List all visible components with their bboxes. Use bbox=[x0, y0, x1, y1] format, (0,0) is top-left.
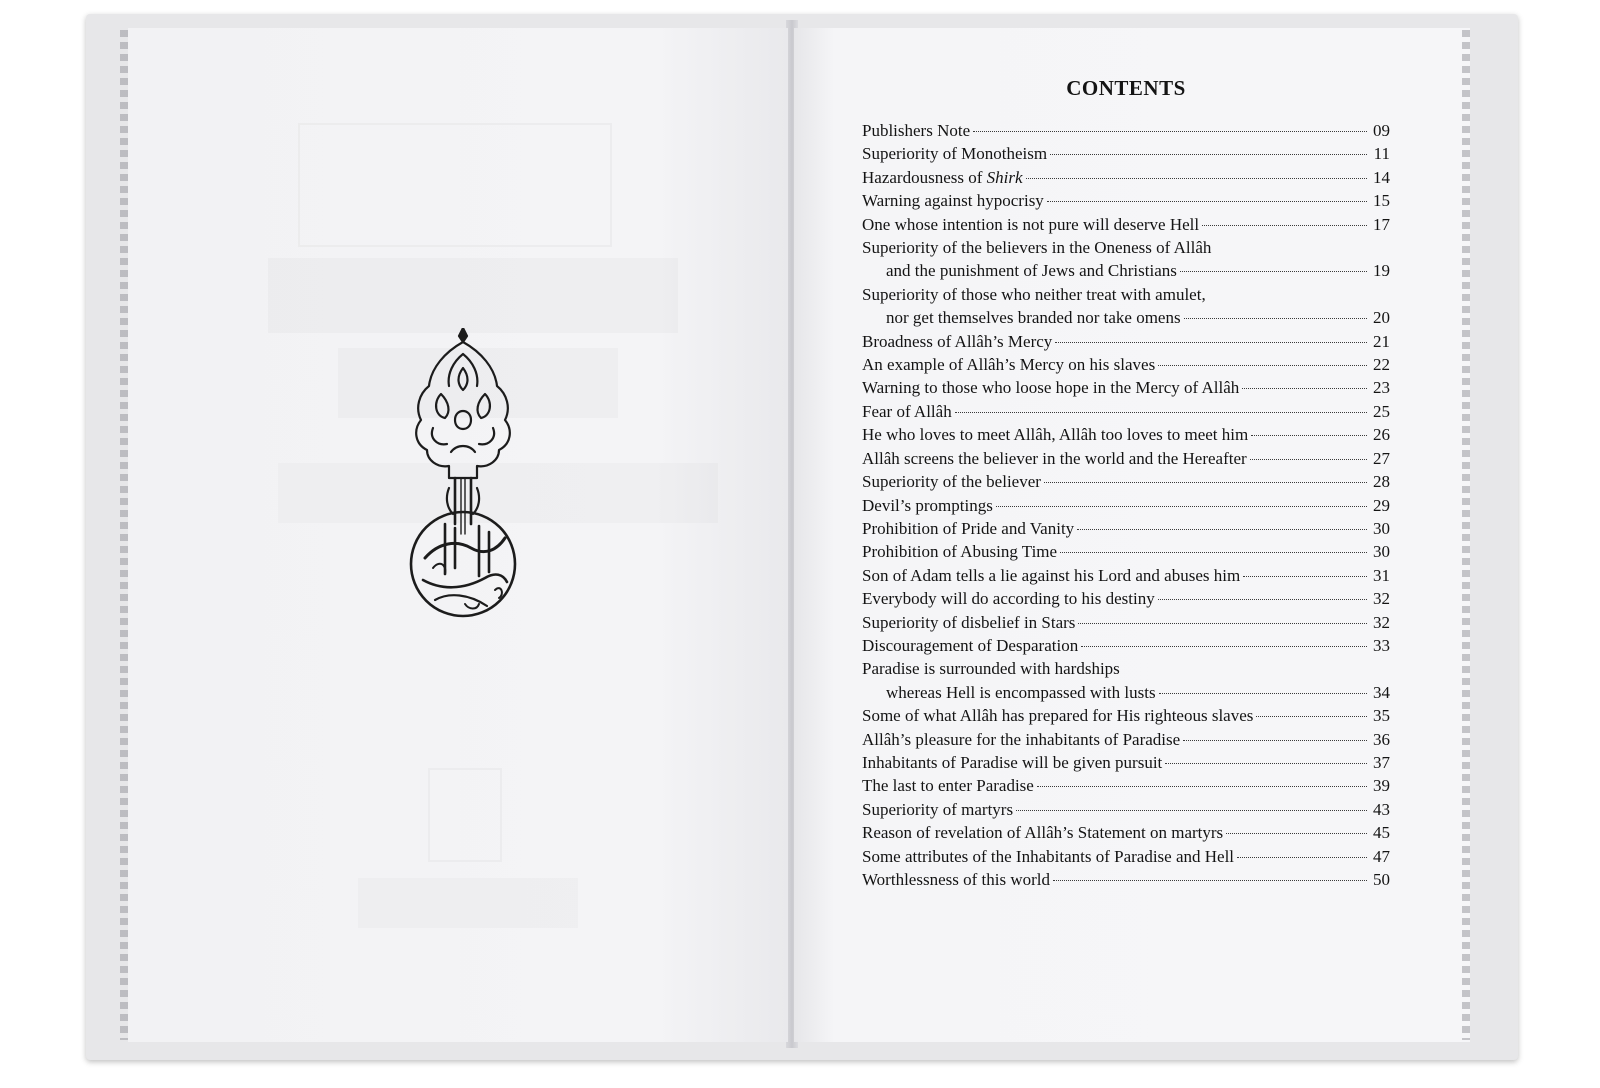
toc-leader-dots bbox=[1047, 201, 1367, 202]
toc-entry-title: Everybody will do according to his destiny bbox=[862, 589, 1155, 609]
toc-entry-title: Discouragement of Desparation bbox=[862, 635, 1079, 655]
toc-leader-dots bbox=[1251, 435, 1367, 436]
toc-leader-dots bbox=[955, 412, 1367, 413]
toc-leader-dots bbox=[1250, 459, 1367, 460]
toc-leader-dots bbox=[1078, 623, 1367, 624]
toc-page-number: 17 bbox=[1373, 214, 1390, 234]
toc-leader-dots bbox=[1183, 740, 1367, 741]
toc-entry-line bbox=[862, 330, 1390, 353]
toc-leader-dots bbox=[1226, 833, 1367, 834]
toc-entry-line bbox=[862, 540, 1390, 563]
toc-entry bbox=[862, 517, 1390, 540]
toc-page-number: 47 bbox=[1373, 846, 1390, 866]
toc-entry-title: whereas Hell is encompassed with lusts bbox=[886, 682, 1156, 702]
toc-page-number: 26 bbox=[1373, 425, 1390, 445]
contents-heading: CONTENTS bbox=[1066, 76, 1186, 100]
toc-leader-dots bbox=[996, 506, 1367, 507]
toc-entry-title: The last to enter Paradise bbox=[862, 776, 1034, 796]
toc-leader-dots bbox=[1026, 178, 1367, 179]
toc-entry-line bbox=[862, 306, 1390, 329]
toc-entry-title: Devil’s promptings bbox=[862, 495, 993, 515]
toc-entry-line bbox=[862, 259, 1390, 282]
toc-page-number: 23 bbox=[1373, 378, 1390, 398]
toc-page-number: 22 bbox=[1373, 355, 1390, 375]
toc-entry-line bbox=[862, 845, 1390, 868]
toc-entry bbox=[862, 400, 1390, 423]
toc-entry-title: Some attributes of the Inhabitants of Paradise and Hell bbox=[862, 846, 1235, 866]
toc-entry-title: Superiority of disbelief in Stars bbox=[862, 612, 1076, 632]
toc-leader-dots bbox=[1180, 271, 1367, 272]
toc-leader-dots bbox=[1202, 225, 1367, 226]
toc-entry bbox=[862, 751, 1390, 774]
toc-entry-line bbox=[862, 142, 1390, 165]
toc-page-number: 28 bbox=[1373, 472, 1390, 492]
toc-entry bbox=[862, 798, 1390, 821]
toc-leader-dots bbox=[1016, 810, 1367, 811]
toc-leader-dots bbox=[1158, 365, 1367, 366]
toc-page-number: 15 bbox=[1373, 191, 1390, 211]
toc-leader-dots bbox=[1237, 857, 1367, 858]
toc-page-number: 25 bbox=[1373, 401, 1390, 421]
toc-entry-title: Fear of Allâh bbox=[862, 401, 952, 421]
toc-page-number: 50 bbox=[1373, 870, 1390, 889]
toc-leader-dots bbox=[1053, 880, 1367, 881]
toc-page-number: 19 bbox=[1373, 261, 1390, 281]
toc-page-number: 09 bbox=[1373, 121, 1390, 140]
toc-leader-dots bbox=[1165, 763, 1367, 764]
toc-entry-line bbox=[862, 494, 1390, 517]
toc-entry-title: Hazardousness of Shirk bbox=[862, 167, 1023, 187]
toc-entry-line bbox=[862, 423, 1390, 446]
toc-leader-dots bbox=[1159, 693, 1367, 694]
calligraphy-emblem-icon bbox=[405, 328, 545, 618]
toc-entry-line bbox=[862, 166, 1390, 189]
toc-entry-line bbox=[862, 657, 1390, 680]
show-through-block bbox=[298, 123, 612, 247]
toc-entry bbox=[862, 540, 1390, 563]
toc-entry bbox=[862, 447, 1390, 470]
toc-entry-line bbox=[862, 634, 1390, 657]
toc-entry bbox=[862, 376, 1390, 399]
toc-entry-title: and the punishment of Jews and Christians bbox=[886, 261, 1177, 281]
toc-page-number: 43 bbox=[1373, 799, 1390, 819]
toc-page-number: 45 bbox=[1373, 823, 1390, 843]
toc-entry bbox=[862, 330, 1390, 353]
toc-entry-title: Superiority of Monotheism bbox=[862, 144, 1048, 164]
toc-entry-line bbox=[862, 774, 1390, 797]
binding-stitch-right bbox=[1462, 30, 1470, 1040]
toc-entry bbox=[862, 166, 1390, 189]
toc-entry bbox=[862, 728, 1390, 751]
toc-entry-title: He who loves to meet Allâh, Allâh too loves to meet him bbox=[862, 425, 1249, 445]
toc-entry bbox=[862, 119, 1390, 142]
toc-leader-dots bbox=[973, 131, 1367, 132]
toc-page-number: 27 bbox=[1373, 448, 1390, 468]
toc-entry bbox=[862, 774, 1390, 797]
toc-entry-line bbox=[862, 821, 1390, 844]
toc-entry-title: Worthlessness of this world bbox=[862, 870, 1050, 889]
toc-entry bbox=[862, 845, 1390, 868]
toc-entry-title: An example of Allâh’s Mercy on his slaves bbox=[862, 355, 1156, 375]
toc-entry bbox=[862, 353, 1390, 376]
toc-entry bbox=[862, 611, 1390, 634]
toc-entry-line bbox=[862, 587, 1390, 610]
toc-entry bbox=[862, 657, 1390, 704]
toc-entry-line bbox=[862, 564, 1390, 587]
toc-page-number: 31 bbox=[1373, 565, 1390, 585]
toc-page-number: 21 bbox=[1373, 331, 1390, 351]
toc-page-number: 20 bbox=[1373, 308, 1390, 328]
toc-page-number: 14 bbox=[1373, 167, 1390, 187]
toc-entry-title: Prohibition of Pride and Vanity bbox=[862, 518, 1075, 538]
toc-entry-title: Son of Adam tells a lie against his Lord and abuses him bbox=[862, 565, 1241, 585]
toc-leader-dots bbox=[1184, 318, 1367, 319]
toc-page-number: 30 bbox=[1373, 542, 1390, 562]
toc-leader-dots bbox=[1158, 599, 1367, 600]
toc-entry-title: Warning to those who loose hope in the Mercy of Allâh bbox=[862, 378, 1240, 398]
toc-entry-title: Superiority of the believers in the Oneness of Allâh bbox=[862, 238, 1212, 258]
toc-leader-dots bbox=[1243, 576, 1367, 577]
show-through-block bbox=[268, 258, 678, 333]
toc-entry bbox=[862, 634, 1390, 657]
toc-entry-title: Prohibition of Abusing Time bbox=[862, 542, 1058, 562]
toc-entry-line bbox=[862, 704, 1390, 727]
toc-entry-line bbox=[862, 119, 1390, 142]
toc-entry-line bbox=[862, 447, 1390, 470]
toc-leader-dots bbox=[1081, 646, 1367, 647]
toc-entry-title: Allâh’s pleasure for the inhabitants of Paradise bbox=[862, 729, 1181, 749]
toc-page-number: 29 bbox=[1373, 495, 1390, 515]
toc-leader-dots bbox=[1256, 716, 1367, 717]
toc-entry-title: Allâh screens the believer in the world and the Hereafter bbox=[862, 448, 1247, 468]
toc-entry bbox=[862, 564, 1390, 587]
contents-list bbox=[862, 119, 1390, 891]
toc-entry bbox=[862, 142, 1390, 165]
toc-entry bbox=[862, 470, 1390, 493]
toc-leader-dots bbox=[1044, 482, 1367, 483]
toc-leader-dots bbox=[1055, 342, 1367, 343]
toc-entry bbox=[862, 868, 1390, 891]
toc-entry-line bbox=[862, 470, 1390, 493]
toc-entry-title: Reason of revelation of Allâh’s Statement on martyrs bbox=[862, 823, 1224, 843]
toc-entry-title: Superiority of the believer bbox=[862, 472, 1041, 492]
toc-entry-line bbox=[862, 868, 1390, 891]
toc-leader-dots bbox=[1242, 388, 1367, 389]
toc-page-number: 11 bbox=[1373, 144, 1390, 164]
toc-entry-title: Paradise is surrounded with hardships bbox=[862, 659, 1120, 679]
toc-entry-line bbox=[862, 517, 1390, 540]
toc-entry-line bbox=[862, 283, 1390, 306]
toc-entry-line bbox=[862, 189, 1390, 212]
show-through-block bbox=[428, 768, 502, 862]
toc-page-number: 32 bbox=[1373, 589, 1390, 609]
toc-entry-title: nor get themselves branded nor take omens bbox=[886, 308, 1181, 328]
show-through-block bbox=[358, 878, 578, 928]
toc-entry bbox=[862, 283, 1390, 330]
toc-entry bbox=[862, 821, 1390, 844]
toc-entry-line bbox=[862, 376, 1390, 399]
toc-entry-title: Superiority of those who neither treat with amulet, bbox=[862, 284, 1206, 304]
toc-entry-title: Warning against hypocrisy bbox=[862, 191, 1044, 211]
toc-page-number: 30 bbox=[1373, 518, 1390, 538]
toc-entry bbox=[862, 423, 1390, 446]
toc-page-number: 33 bbox=[1373, 635, 1390, 655]
toc-entry-title: One whose intention is not pure will deserve Hell bbox=[862, 214, 1200, 234]
toc-entry-title: Publishers Note bbox=[862, 121, 971, 140]
toc-entry-line bbox=[862, 611, 1390, 634]
toc-entry bbox=[862, 236, 1390, 283]
toc-entry bbox=[862, 587, 1390, 610]
toc-entry-title: Superiority of martyrs bbox=[862, 799, 1014, 819]
toc-leader-dots bbox=[1050, 154, 1367, 155]
toc-page-number: 36 bbox=[1373, 729, 1390, 749]
toc-entry-title: Some of what Allâh has prepared for His righteous slaves bbox=[862, 706, 1254, 726]
toc-entry-line bbox=[862, 353, 1390, 376]
toc-entry bbox=[862, 189, 1390, 212]
toc-page-number: 34 bbox=[1373, 682, 1390, 702]
toc-leader-dots bbox=[1037, 786, 1367, 787]
toc-entry-line bbox=[862, 213, 1390, 236]
toc-entry-line bbox=[862, 751, 1390, 774]
toc-entry-line bbox=[862, 681, 1390, 704]
toc-entry-line bbox=[862, 400, 1390, 423]
toc-entry bbox=[862, 213, 1390, 236]
toc-page-number: 37 bbox=[1373, 752, 1390, 772]
toc-entry-line bbox=[862, 236, 1390, 259]
toc-entry-line bbox=[862, 798, 1390, 821]
toc-entry-line bbox=[862, 728, 1390, 751]
toc-entry-title: Broadness of Allâh’s Mercy bbox=[862, 331, 1053, 351]
binding-stitch-left bbox=[120, 30, 128, 1040]
toc-leader-dots bbox=[1077, 529, 1367, 530]
toc-entry bbox=[862, 494, 1390, 517]
toc-entry bbox=[862, 704, 1390, 727]
toc-page-number: 39 bbox=[1373, 776, 1390, 796]
toc-leader-dots bbox=[1060, 552, 1367, 553]
table-of-contents bbox=[862, 76, 1390, 891]
toc-page-number: 35 bbox=[1373, 706, 1390, 726]
toc-page-number: 32 bbox=[1373, 612, 1390, 632]
toc-entry-title: Inhabitants of Paradise will be given pursuit bbox=[862, 752, 1163, 772]
